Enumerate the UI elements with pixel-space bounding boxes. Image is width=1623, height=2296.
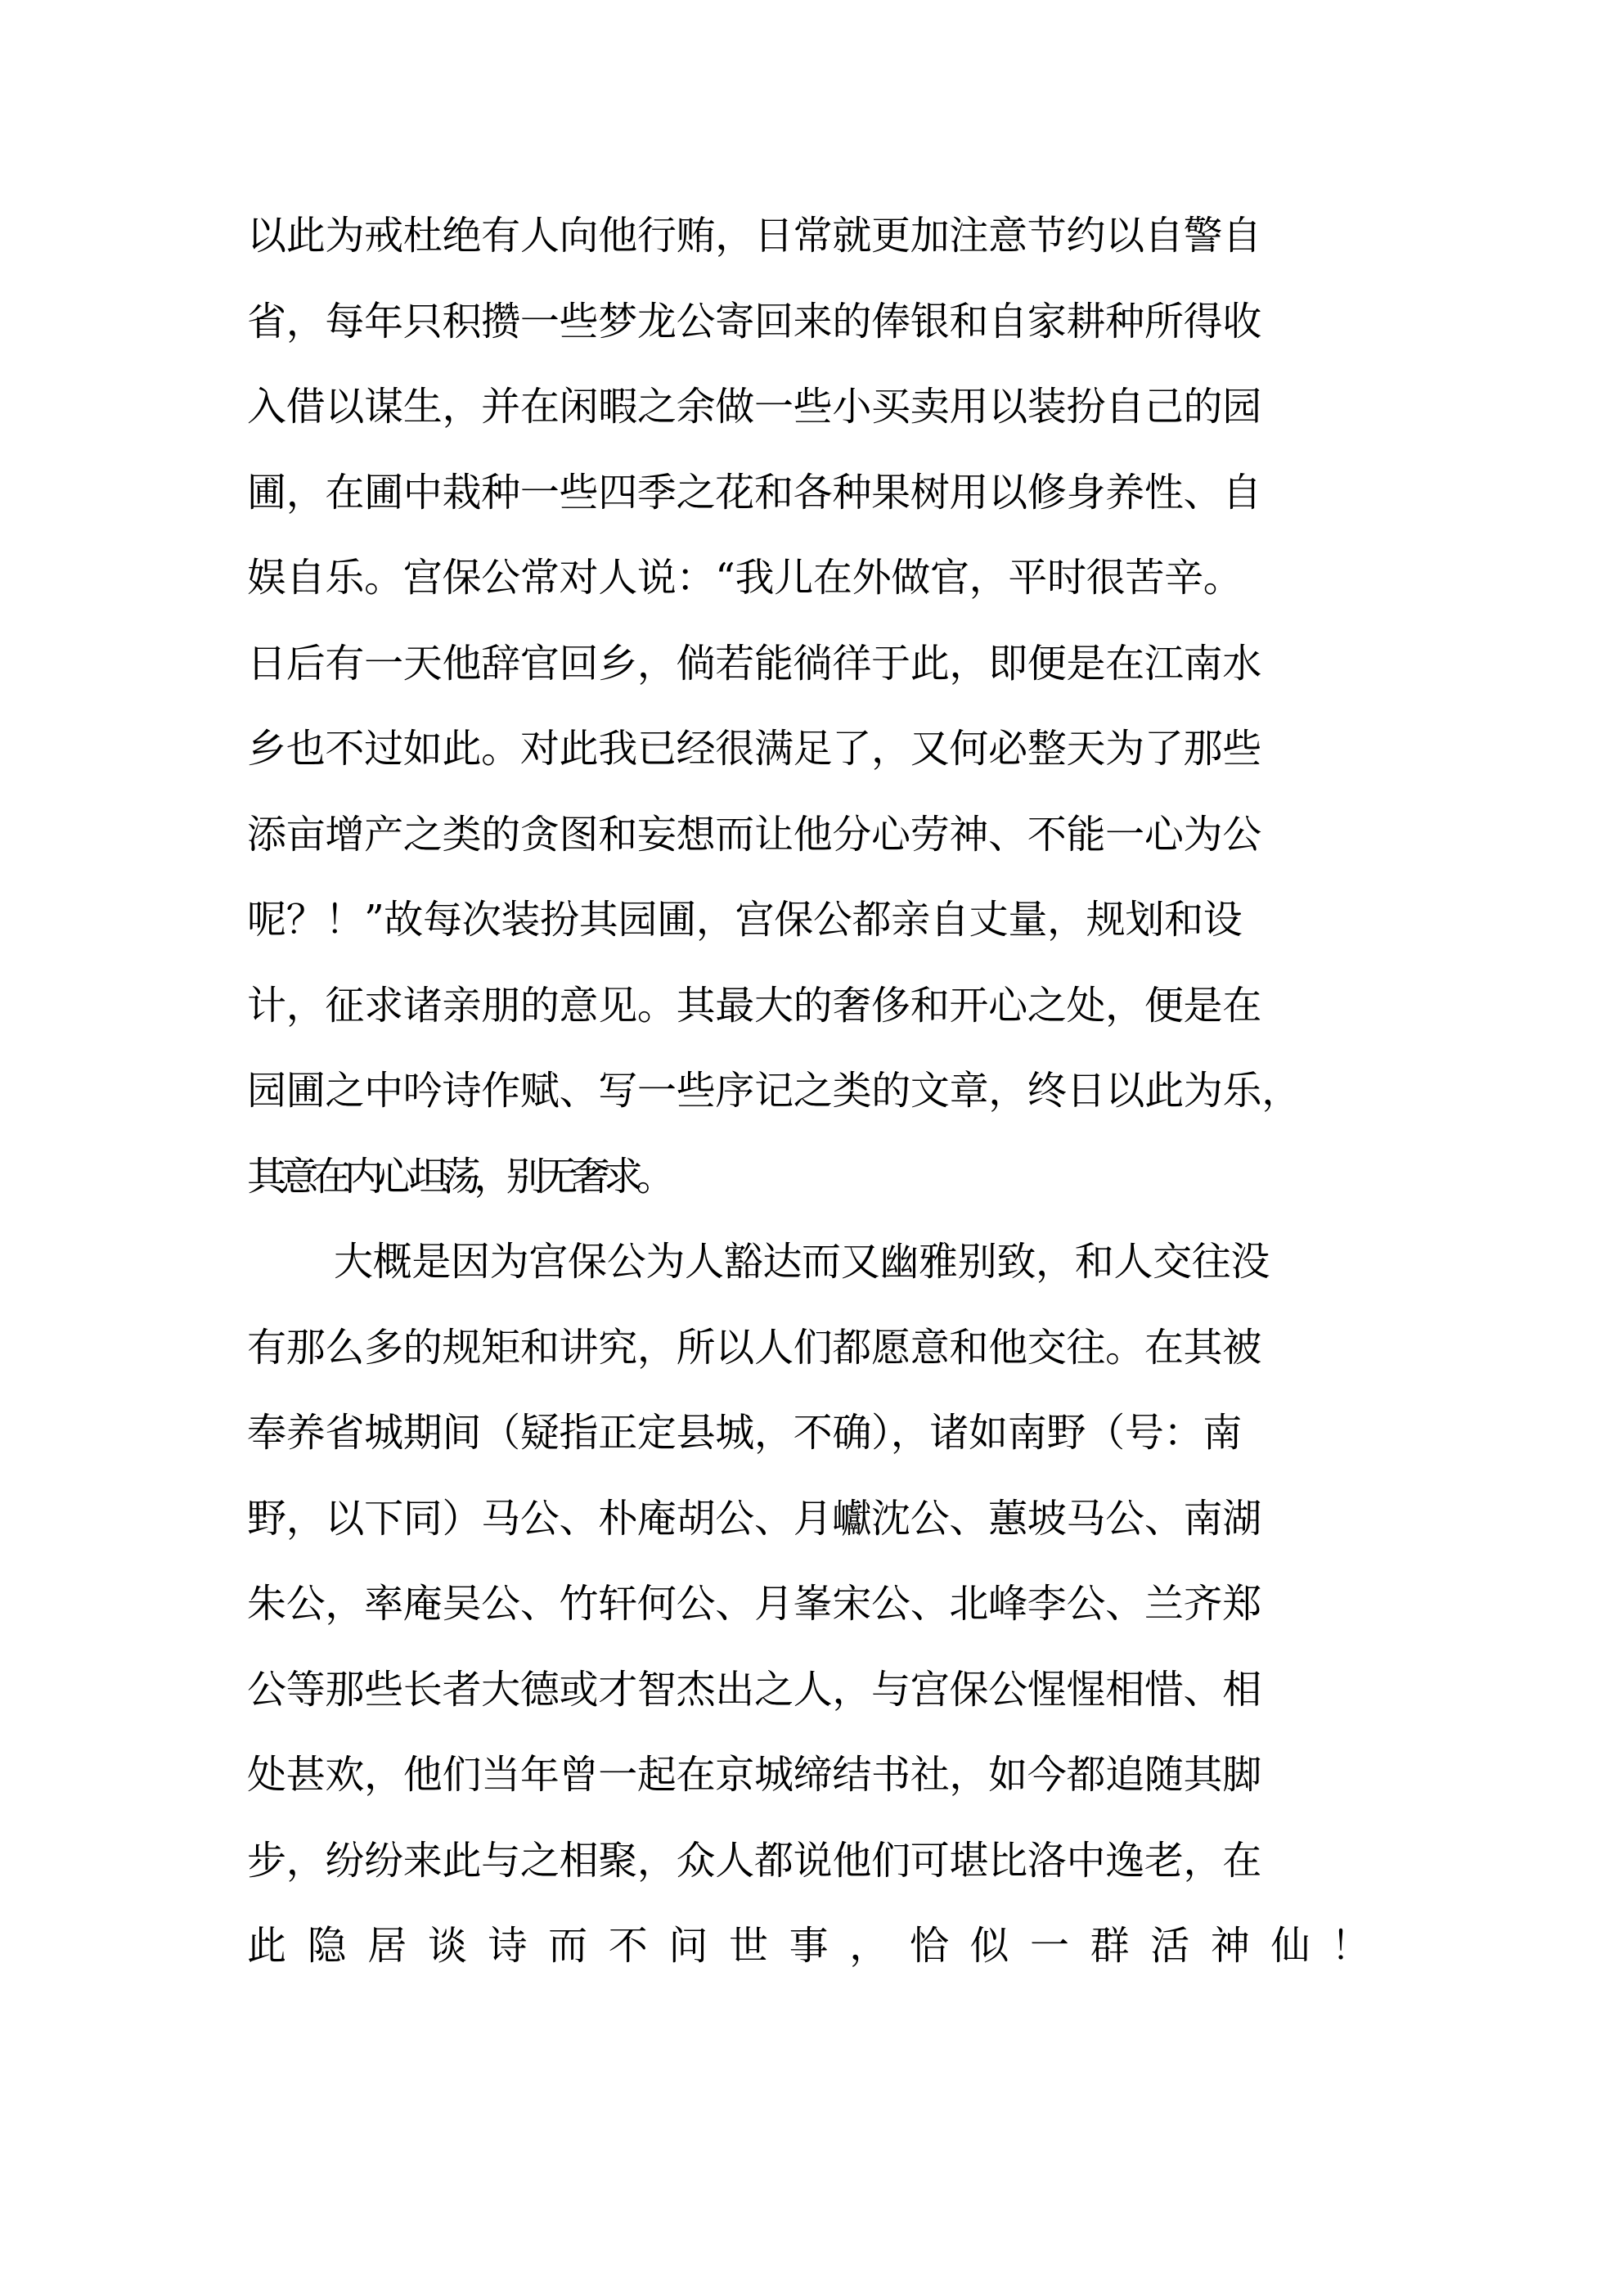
text-line: 入借以谋生，并在闲暇之余做一些小买卖用以装扮自己的园 bbox=[247, 384, 1261, 430]
text-line: 乡也不过如此。对此我已经很满足了，又何必整天为了那些 bbox=[247, 726, 1261, 772]
text-line: 野，以下同）马公、朴庵胡公、月巘沈公、蕙坡马公、南湖 bbox=[247, 1495, 1261, 1542]
text-line: 省，每年只积攒一些梦龙公寄回来的俸银和自家耕种所得收 bbox=[247, 298, 1261, 344]
text-line: 处甚欢，他们当年曾一起在京城缔结书社，如今都追随其脚 bbox=[247, 1752, 1261, 1798]
text-line-indented: 大概是因为宫保公为人豁达而又幽雅别致，和人交往没 bbox=[334, 1239, 1270, 1285]
text-line: 奉养省城期间（疑指正定县城，不确），诸如南野（号：南 bbox=[247, 1410, 1242, 1456]
text-line: 计，征求诸亲朋的意见。其最大的奢侈和开心之处，便是在 bbox=[247, 982, 1261, 1029]
text-line: 此隐居谈诗而不问世事，恰似一群活神仙！ bbox=[247, 1923, 1391, 1969]
text-line: 圃，在圃中栽种一些四季之花和各种果树用以修身养性、自 bbox=[247, 469, 1261, 515]
text-line: 日后有一天他辞官回乡，倘若能徜徉于此，即便是在江南水 bbox=[247, 640, 1261, 687]
text-line: 其意在内心坦荡，别无奢求。 bbox=[247, 1153, 668, 1200]
paragraph-2 bbox=[247, 1219, 1392, 1989]
text-line: 有那么多的规矩和讲究，所以人们都愿意和他交往。在其被 bbox=[247, 1324, 1261, 1371]
text-line: 朱公，率庵吴公、竹轩何公、月峯宋公、北峰李公、兰齐郑 bbox=[247, 1581, 1261, 1627]
paragraph-1 bbox=[247, 193, 1392, 1219]
text-line: 呢？！”故每次装扮其园圃，宫保公都亲自丈量，规划和设 bbox=[247, 897, 1243, 943]
text-line: 公等那些长者大德或才智杰出之人，与宫保公惺惺相惜、相 bbox=[247, 1666, 1261, 1713]
text-line: 娱自乐。宫保公常对人说：“我儿在外做官，平时很苦辛。 bbox=[247, 555, 1243, 601]
text-line: 添亩增产之类的贪图和妄想而让他分心劳神、不能一心为公 bbox=[247, 811, 1261, 858]
text-line: 步，纷纷来此与之相聚，众人都说他们可堪比洛中逸老，在 bbox=[247, 1837, 1261, 1884]
body-text bbox=[247, 193, 1392, 1989]
text-line: 园圃之中吟诗作赋、写一些序记之类的文章，终日以此为乐， bbox=[247, 1068, 1301, 1114]
text-line: 以此为戒杜绝有人向他行贿，日常就更加注意节约以自警自 bbox=[247, 213, 1261, 259]
